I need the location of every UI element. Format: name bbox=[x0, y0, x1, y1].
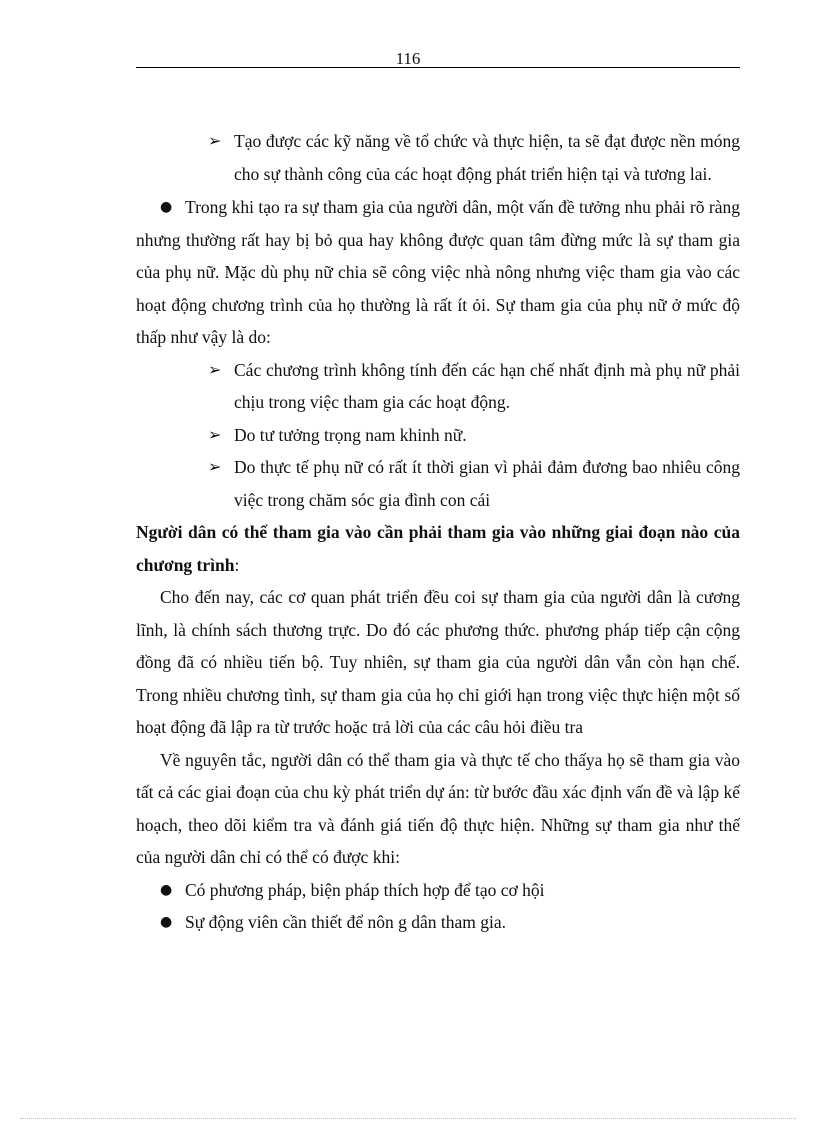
paragraph: Về nguyên tắc, người dân có thể tham gia và thực tế cho thấya họ sẽ tham gia vào tất cả các giai đoạn của chu kỳ phát triển dự án: từ bước đầu xác định vấn đề và lập kế hoạch, theo dõi kiểm tra và đánh giá tiến độ thực hiện. Những sự tham gia như thế của người dân chỉ có thể có được khi: bbox=[136, 749, 740, 867]
arrow-bullet-icon: ➢ bbox=[208, 131, 222, 150]
page-number: 116 bbox=[395, 49, 421, 68]
bullet-list-item: ● Có phương pháp, biện pháp thích hợp để tạo cơ hội bbox=[136, 874, 740, 907]
arrow-list-item: ➢ Tạo được các kỹ năng về tổ chức và thực hiện, ta sẽ đạt được nền móng cho sự thành công của các hoạt động phát triển hiện tại và tương lai. bbox=[136, 125, 740, 190]
round-bullet-icon: ● bbox=[160, 881, 173, 898]
header-rule bbox=[136, 67, 740, 68]
section-heading: Người dân có thể tham gia vào cần phải tham gia vào những giai đoạn nào của chương trình: bbox=[136, 522, 740, 575]
arrow-list-item: ➢ Các chương trình không tính đến các hạn chế nhất định mà phụ nữ phải chịu trong việc tham gia các hoạt động. bbox=[136, 354, 740, 419]
round-bullet-icon: ● bbox=[160, 199, 173, 215]
women-participation-text: Trong khi tạo ra sự tham gia của người dân, một vấn đề tưởng nhu phải rõ ràng nhưng thường rất hay bị bỏ qua hay không được quan tâm đừng mức là sự tham gia của phụ nữ. Mặc dù phụ nữ chia sẽ công việc nhà nông nhưng việc tham gia vào các hoạt động chương trình của họ thường là rất ít ỏi. Sự tham gia của phụ nữ ở mức độ thấp như vậy là do: bbox=[136, 197, 740, 347]
arrow-list-item: ➢ Do tư tưởng trọng nam khinh nữ. bbox=[136, 419, 740, 452]
page-bottom-rule bbox=[20, 1118, 796, 1119]
arrow-bullet-icon: ➢ bbox=[208, 457, 222, 476]
arrow-bullet-icon: ➢ bbox=[208, 424, 222, 444]
page-content bbox=[136, 125, 740, 939]
bullet-list-item bbox=[136, 191, 740, 354]
arrow-bullet-icon: ➢ bbox=[208, 359, 222, 379]
paragraph: Cho đến nay, các cơ quan phát triển đều coi sự tham gia của người dân là cương lĩnh, là chính sách thương trực. Do đó các phương thức. phương pháp tiếp cận cộng đồng đã có nhiều tiến bộ. Tuy nhiên, sự tham gia của người dân vẫn còn hạn chế. Trong nhiều chương tình, sự tham gia của họ chỉ giới hạn trong việc thực hiện một số hoạt động đã lập ra từ trước hoặc trả lời của các câu hỏi điều tra bbox=[136, 587, 740, 737]
arrow-list-item: ➢ Do thực tế phụ nữ có rất ít thời gian vì phải đảm đương bao nhiêu công việc trong chăm sóc gia đình con cái bbox=[136, 451, 740, 516]
round-bullet-icon: ● bbox=[160, 914, 173, 930]
bullet-list-item: ● Sự động viên cần thiết để nôn g dân tham gia. bbox=[136, 906, 740, 939]
